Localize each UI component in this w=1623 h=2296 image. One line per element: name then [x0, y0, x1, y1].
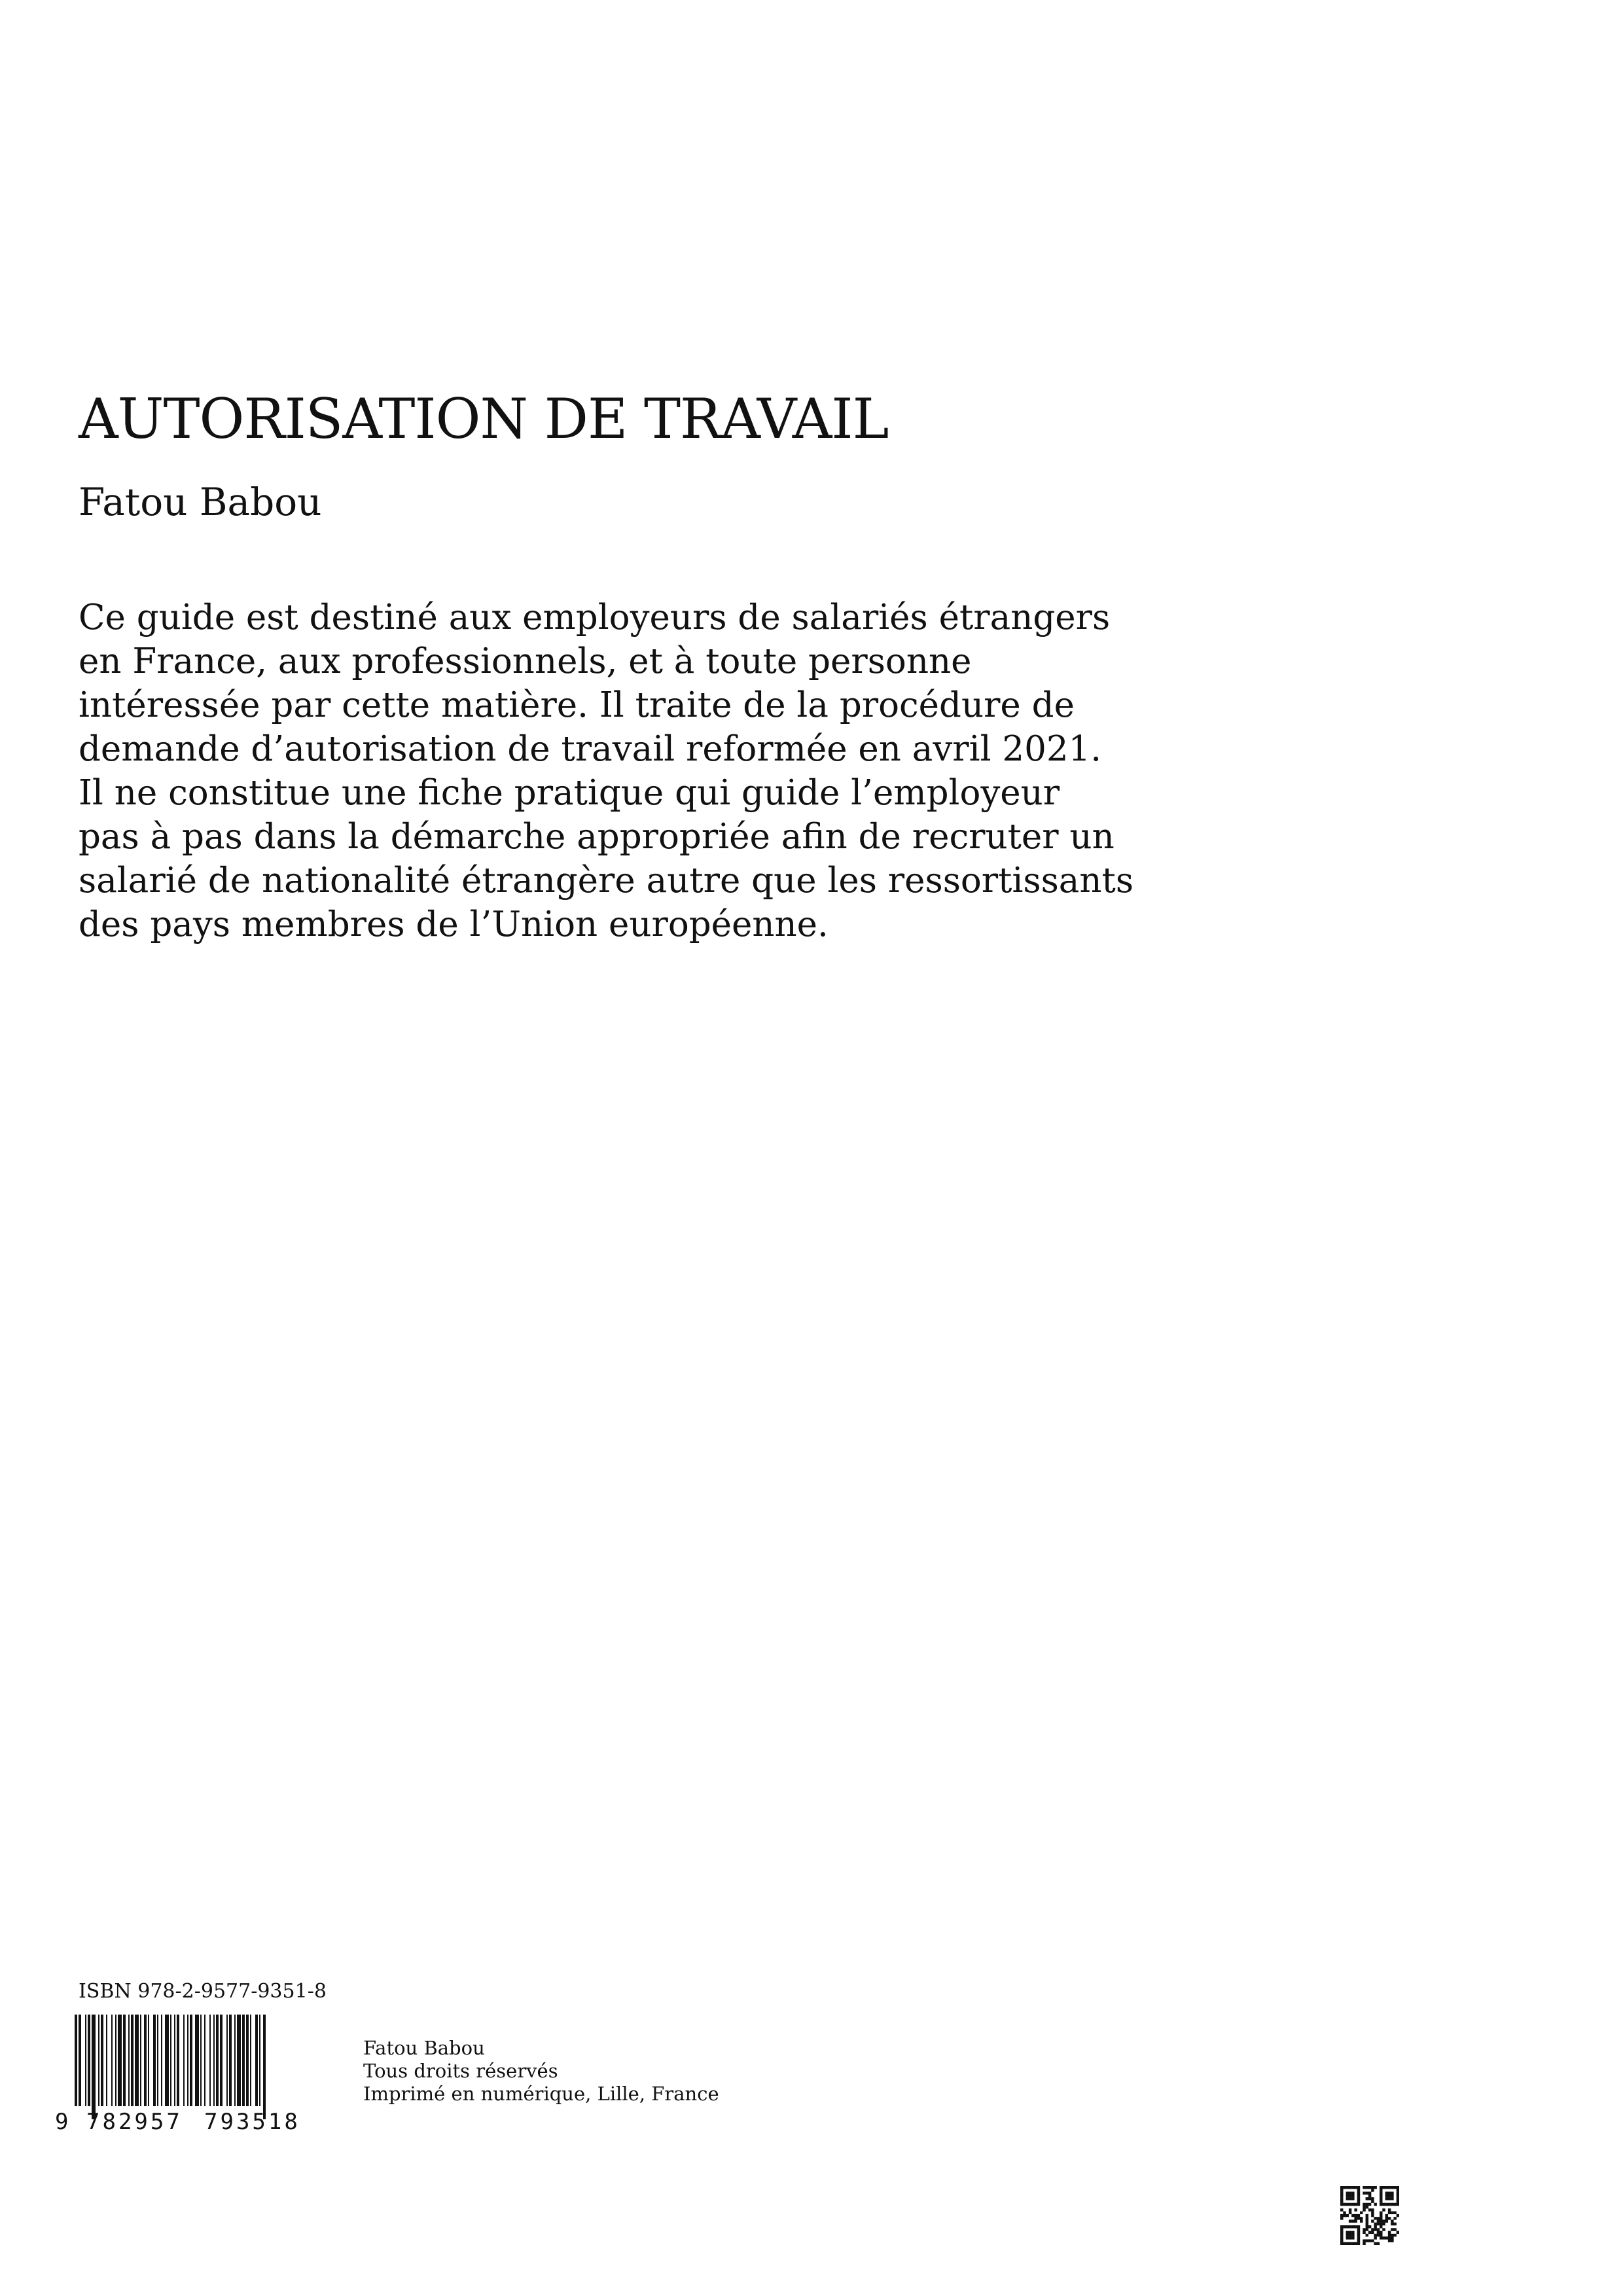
barcode-bar	[204, 2015, 205, 2106]
barcode-bar	[213, 2015, 215, 2106]
summary-line: pas à pas dans la démarche appropriée afin de recruter un	[79, 817, 1115, 857]
barcode-bar	[177, 2015, 179, 2106]
barcode-bar	[165, 2015, 169, 2106]
barcode-bar	[216, 2015, 219, 2106]
barcode-digit-lead: 9	[55, 2109, 69, 2135]
imprint-block	[363, 2037, 719, 2106]
barcode-bar	[75, 2015, 77, 2106]
back-cover-summary	[79, 596, 1243, 946]
summary-line: des pays membres de l’Union européenne.	[79, 905, 829, 944]
barcode-bar	[259, 2015, 260, 2106]
barcode-bar	[237, 2015, 241, 2106]
barcode-bar	[85, 2015, 86, 2106]
isbn-barcode	[46, 2015, 327, 2136]
barcode-bar	[195, 2015, 199, 2106]
barcode-bar	[242, 2015, 245, 2106]
barcode-bar	[209, 2015, 211, 2106]
barcode-bar	[157, 2015, 158, 2106]
barcode-bar	[123, 2015, 126, 2106]
barcode-bar	[234, 2015, 236, 2106]
barcode-digits-left: 782957	[86, 2109, 183, 2135]
barcode-bar	[135, 2015, 139, 2106]
barcode-bar	[220, 2015, 223, 2106]
barcode-bar	[183, 2015, 185, 2106]
barcode-bar	[131, 2015, 134, 2106]
imprint-rights: Tous droits réservés	[363, 2060, 558, 2082]
barcode-bar	[161, 2015, 162, 2106]
barcode-bar	[148, 2015, 149, 2106]
qr-code-icon	[1340, 2186, 1399, 2245]
barcode-bar	[88, 2015, 90, 2106]
barcode-digits-right: 793518	[204, 2109, 300, 2135]
barcode-bar	[170, 2015, 171, 2106]
barcode-bar	[226, 2015, 228, 2106]
barcode-bar	[174, 2015, 175, 2106]
barcode-bar	[111, 2015, 113, 2106]
barcode-bar	[250, 2015, 251, 2106]
isbn-label: ISBN 978-2-9577-9351-8	[79, 1980, 327, 2003]
summary-line: Il ne constitue une fiche pratique qui guide l’employeur	[79, 773, 1060, 813]
imprint-printing: Imprimé en numérique, Lille, France	[363, 2083, 719, 2105]
barcode-bar	[79, 2015, 81, 2106]
author-name: Fatou Babou	[79, 480, 322, 524]
imprint-publisher: Fatou Babou	[363, 2037, 485, 2059]
summary-line: salarié de nationalité étrangère autre que les ressortissants	[79, 861, 1134, 901]
summary-line: Ce guide est destiné aux employeurs de salariés étrangers	[79, 598, 1111, 637]
barcode-bar	[187, 2015, 188, 2106]
summary-line: demande d’autorisation de travail reformée en avril 2021.	[79, 729, 1102, 769]
barcode-bar	[200, 2015, 202, 2106]
barcode-bar	[128, 2015, 130, 2106]
barcode-bar	[263, 2015, 266, 2119]
barcode-bar	[144, 2015, 147, 2106]
barcode-bar	[92, 2015, 96, 2119]
summary-line: intéressée par cette matière. Il traite de la procédure de	[79, 685, 1075, 725]
barcode-bar	[153, 2015, 156, 2106]
barcode-bar	[255, 2015, 258, 2106]
barcode-bar	[118, 2015, 122, 2106]
barcode-bar	[115, 2015, 116, 2106]
book-title: AUTORISATION DE TRAVAIL	[79, 387, 889, 451]
summary-line: en France, aux professionnels, et à toute personne	[79, 641, 972, 681]
barcode-bar	[106, 2015, 107, 2106]
barcode-bar	[246, 2015, 249, 2106]
barcode-bar	[229, 2015, 232, 2106]
barcode-bar	[98, 2015, 99, 2106]
barcode-bar	[101, 2015, 103, 2106]
barcode-bar	[140, 2015, 141, 2106]
barcode-bar	[190, 2015, 192, 2106]
